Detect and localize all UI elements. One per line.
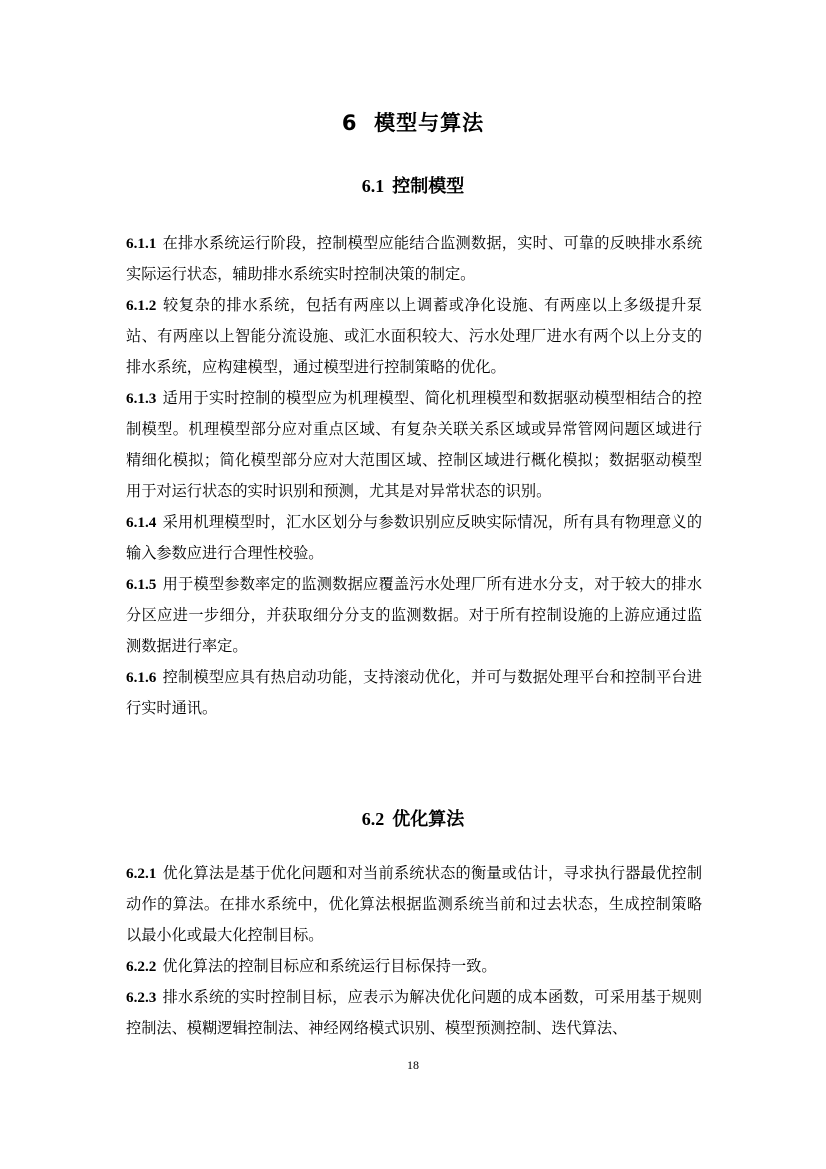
clause-6-1-6 xyxy=(126,662,702,724)
clause-text: 用于模型参数率定的监测数据应覆盖污水处理厂所有进水分支，对于较大的排水分区应进一步细分，并获取细分分支的监测数据。对于所有控制设施的上游应通过监测数据进行率定。 xyxy=(126,575,702,655)
clause-6-1-3 xyxy=(126,383,702,507)
clause-6-1-5 xyxy=(126,569,702,662)
chapter-title xyxy=(0,108,826,138)
clause-text: 采用机理模型时，汇水区划分与参数识别应反映实际情况，所有具有物理意义的输入参数应进行合理性校验。 xyxy=(126,513,702,562)
clause-6-2-3 xyxy=(126,982,702,1044)
clause-6-2-1 xyxy=(126,858,702,951)
clause-number: 6.1.1 xyxy=(126,235,157,252)
section-title-6-1 xyxy=(0,173,826,200)
section-title-text: 控制模型 xyxy=(392,176,465,197)
clause-6-1-4 xyxy=(126,507,702,569)
clause-6-2-2 xyxy=(126,951,702,982)
section-number: 6.1 xyxy=(361,176,385,196)
section-title-6-2 xyxy=(0,806,826,833)
clause-text: 优化算法的控制目标应和系统运行目标保持一致。 xyxy=(162,957,497,975)
clause-number: 6.2.2 xyxy=(126,958,157,975)
clause-number: 6.1.5 xyxy=(126,576,157,593)
clause-number: 6.1.4 xyxy=(126,514,157,531)
clause-text: 优化算法是基于优化问题和对当前系统状态的衡量或估计，寻求执行器最优控制动作的算法。在排水系统中，优化算法根据监测系统当前和过去状态，生成控制策略以最小化或最大化控制目标。 xyxy=(126,864,702,944)
section-title-text: 优化算法 xyxy=(392,809,465,830)
clause-text: 排水系统的实时控制目标，应表示为解决优化问题的成本函数，可采用基于规则控制法、模糊逻辑控制法、神经网络模式识别、模型预测控制、迭代算法、 xyxy=(126,988,702,1037)
section-body-6-1 xyxy=(126,228,702,724)
section-number: 6.2 xyxy=(361,809,385,829)
chapter-number: 6 xyxy=(341,111,358,135)
clause-text: 较复杂的排水系统，包括有两座以上调蓄或净化设施、有两座以上多级提升泵站、有两座以上智能分流设施、或汇水面积较大、污水处理厂进水有两个以上分支的排水系统，应构建模型，通过模型进行控制策略的优化。 xyxy=(126,296,702,376)
clause-6-1-1 xyxy=(126,228,702,290)
clause-text: 在排水系统运行阶段，控制模型应能结合监测数据，实时、可靠的反映排水系统实际运行状态，辅助排水系统实时控制决策的制定。 xyxy=(126,234,702,283)
clause-number: 6.1.6 xyxy=(126,669,157,686)
clause-6-1-2 xyxy=(126,290,702,383)
clause-number: 6.2.3 xyxy=(126,989,157,1006)
page-number: 18 xyxy=(407,1058,419,1072)
clause-text: 适用于实时控制的模型应为机理模型、简化机理模型和数据驱动模型相结合的控制模型。机理模型部分应对重点区域、有复杂关联关系区域或异常管网问题区域进行精细化模拟；简化模型部分应对大范围区域、控制区域进行概化模拟；数据驱动模型用于对运行状态的实时识别和预测，尤其是对异常状态的识别。 xyxy=(126,389,702,500)
clause-number: 6.1.2 xyxy=(126,297,157,314)
clause-number: 6.1.3 xyxy=(126,390,157,407)
clause-number: 6.2.1 xyxy=(126,865,157,882)
clause-text: 控制模型应具有热启动功能，支持滚动优化，并可与数据处理平台和控制平台进行实时通讯。 xyxy=(126,668,702,717)
section-body-6-2 xyxy=(126,858,702,1044)
chapter-title-text: 模型与算法 xyxy=(374,111,485,135)
